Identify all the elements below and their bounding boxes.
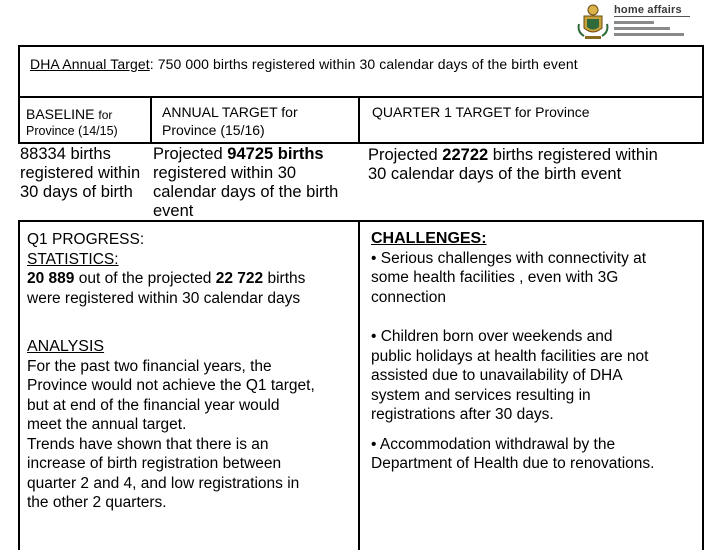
progress-block [27,230,305,308]
annual-target-label: DHA Annual Target [30,56,150,72]
analysis-line: Province would not achieve the Q1 target, [27,377,315,394]
annual-header-line2: Province (15/16) [162,122,265,138]
annual-line: event [153,202,194,220]
baseline-header-main: BASELINE [26,106,99,122]
analysis-line: Trends have shown that there is an [27,435,269,453]
annual-header-line1: ANNUAL TARGET for [162,104,298,120]
quarter-number: 22722 [442,146,489,164]
annual-target-text [30,56,578,72]
annual-target-row [18,45,704,98]
quarter-target-value [368,146,658,184]
home-affairs-logo [576,2,706,42]
analysis-line: increase of birth registration between [27,455,282,472]
analysis-line: quarter 2 and 4, and low registrations in [27,474,300,492]
statistics-title: STATISTICS: [27,250,119,268]
quarter-line1-rest: births registered within [488,146,658,164]
challenge-item [371,435,654,474]
annual-line: registered within 30 [153,164,297,182]
challenge-line: system and services resulting in [371,386,591,404]
challenges-block [371,229,654,474]
challenge-line: some health facilities , even with 3G [371,269,619,286]
challenge-line: connection [371,288,446,306]
stats-registered: 20 889 [27,270,75,287]
baseline-line: 88334 births [20,145,111,163]
challenge-line: Department of Health due to renovations. [371,455,655,472]
logo-brand-text: home affairs [614,4,682,16]
annual-target-value [153,145,338,221]
header-row [18,96,704,144]
logo-subline [614,21,654,24]
column-divider [150,96,152,144]
annual-target-header [162,104,298,138]
quarter-target-header: QUARTER 1 TARGET for Province [372,104,590,120]
analysis-line: but at end of the financial year would [27,396,280,414]
baseline-header-line2: Province (14/15) [26,124,118,138]
logo-subline [614,27,670,30]
challenge-line: • Children born over weekends and [371,328,613,345]
progress-title: Q1 PROGRESS [27,231,140,248]
challenge-item [371,249,654,308]
challenge-line: assisted due to unavailability of DHA [371,367,623,384]
analysis-line: For the past two financial years, the [27,357,272,375]
baseline-line: 30 days of birth [20,183,133,201]
logo-rule [614,16,690,17]
challenge-line: registrations after 30 days. [371,406,554,423]
analysis-title: ANALYSIS [27,338,105,355]
column-divider [358,96,360,144]
stats-text: births [263,270,306,287]
logo-subline [614,33,684,36]
quarter-prefix: Projected [368,146,443,164]
analysis-block [27,337,315,513]
challenge-item [371,327,654,425]
annual-number: 94725 births [227,145,324,163]
baseline-value [20,145,140,202]
annual-line: calendar days of the birth [153,183,339,201]
challenge-line: • Accommodation withdrawal by the [371,435,616,453]
column-divider [358,220,360,550]
baseline-header-small: for [98,108,113,122]
quarter-line2: 30 calendar days of the birth event [368,165,622,183]
challenge-line: public holidays at health facilities are not [371,347,649,365]
stats-text: out of the projected [74,270,216,287]
baseline-line: registered within [20,164,141,182]
progress-title-suffix: : [139,231,145,248]
challenges-title: CHALLENGES: [371,230,487,247]
challenge-line: • Serious challenges with connectivity at [371,249,647,267]
baseline-header [26,106,118,139]
stats-line2: were registered within 30 calendar days [27,289,301,307]
annual-prefix: Projected [153,145,228,163]
analysis-line: the other 2 quarters. [27,494,167,511]
analysis-line: meet the annual target. [27,416,187,433]
coat-of-arms-icon [576,2,610,42]
stats-projected: 22 722 [215,270,264,287]
annual-target-value: : 750 000 births registered within 30 calendar days of the birth event [149,56,578,72]
